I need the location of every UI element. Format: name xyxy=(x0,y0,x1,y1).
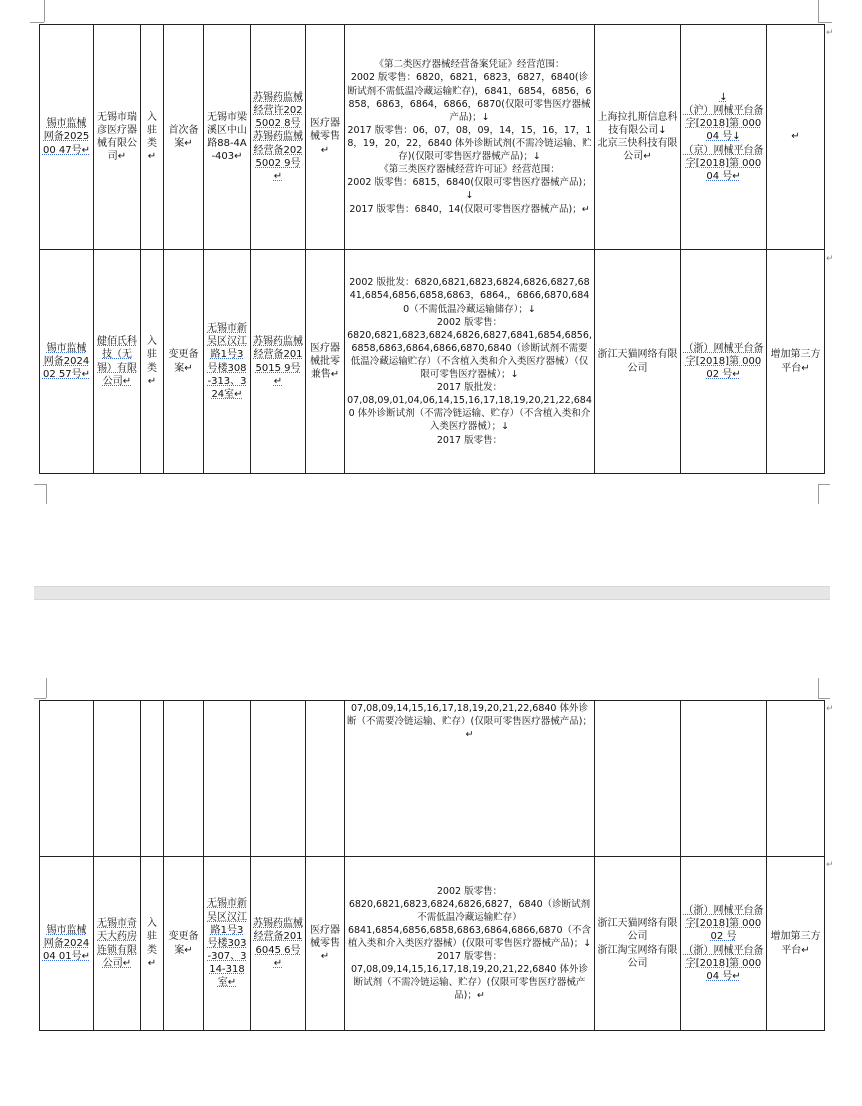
paragraph-mark: ↵ xyxy=(826,860,834,870)
type-cell xyxy=(141,701,164,857)
crop-mark xyxy=(44,0,45,22)
company-cell: 无锡市瑞彦医疗器械有限公司↵ xyxy=(94,25,141,250)
change-type-cell: 首次备案↵ xyxy=(164,25,204,250)
platform-record-cell xyxy=(681,701,767,857)
registration-table-continued xyxy=(39,700,825,1031)
crop-mark xyxy=(30,22,44,23)
crop-mark xyxy=(34,698,46,699)
type-cell: 入驻类↵ xyxy=(141,250,164,474)
paragraph-mark: ↵ xyxy=(826,28,834,38)
registration-table xyxy=(39,24,825,474)
paragraph-mark: ↵ xyxy=(826,254,834,264)
scope-cell: 2002 版批发：6820,6821,6823,6824,6826,6827,6841,6854,6856,6858,6863，6864,，6866,6870,6840（不需低温冷藏运输储存）；↓ 2002 版零售： 6820,6821,6823,6824,6826,6827,6841,6854,6856,6858,6863,6864,6866,6870,6840（诊断试剂不需要低温冷藏运输贮存）（不含植入类和介入类医疗器械）（仅限可零售医疗器械）；↓ 2017 版批发： 07,08,09,01,04,06,14,15,16,17,18,19,20,21,22,6840 体外诊断试剂（不需冷链运输、贮存）（不含植入类和介入类医疗器械）；↓ 2017 版零售： xyxy=(345,250,595,474)
platform-record-cell: （浙）网械平台备字[2018]第 00002 号 （浙）网械平台备字[2018]第 00004 号↵ xyxy=(681,857,767,1031)
crop-mark xyxy=(818,0,819,22)
address-cell xyxy=(204,701,251,857)
crop-mark xyxy=(818,678,819,698)
address-cell: 无锡市新吴区汉江路1号3号楼308-313、324室↵ xyxy=(204,250,251,474)
crop-mark xyxy=(818,22,832,23)
table-row xyxy=(40,857,825,1031)
record-number-cell xyxy=(40,701,94,857)
crop-mark xyxy=(34,484,46,485)
scope-cell: 2002 版零售： 6820,6821,6823,6824,6826,6827，6840（诊断试剂不需低温冷藏运输贮存） 6841,6854,6856,6858,6863,6864,6866,6870（不含植入类和介入类医疗器械）(仅限可零售医疗器械产品)；↓ 2017 版零售： 07,08,09,14,15,16,17,18,19,20,21,22,6840 体外诊断试剂（不需冷链运输、贮存）(仅限可零售医疗器械产品)；↵ xyxy=(345,857,595,1031)
license-cell: 苏锡药监械经营备2016045 6号↵ xyxy=(251,857,306,1031)
address-cell: 无锡市梁溪区中山路88-4A-403↵ xyxy=(204,25,251,250)
category-cell: 医疗器械零售↵ xyxy=(306,857,345,1031)
platform-company-cell: 浙江天猫网络有限公司 浙江淘宝网络有限公司 xyxy=(595,857,681,1031)
platform-company-cell: 浙江天猫网络有限公司 xyxy=(595,250,681,474)
scope-cell: 07,08,09,14,15,16,17,18,19,20,21,22,6840 体外诊断（不需要冷链运输、贮存）(仅限可零售医疗器械产品)；↵ xyxy=(345,701,595,857)
category-cell: 医疗器械零售↵ xyxy=(306,25,345,250)
category-cell xyxy=(306,701,345,857)
record-number-cell: 锡市监械网备202404 01号↵ xyxy=(40,857,94,1031)
license-cell: 苏锡药监械经营备2015015 9号↵ xyxy=(251,250,306,474)
note-cell: ↵ xyxy=(767,25,825,250)
platform-company-cell: 上海拉扎斯信息科技有限公司↓ 北京三快科技有限公司↵ xyxy=(595,25,681,250)
change-type-cell: 变更备案↵ xyxy=(164,250,204,474)
paragraph-mark: ↵ xyxy=(826,704,834,714)
platform-record-cell: ↓ （沪）网械平台备字[2018]第 00004 号↓ （京）网械平台备字[2018]第 00004 号↵ xyxy=(681,25,767,250)
change-type-cell xyxy=(164,701,204,857)
table-row xyxy=(40,701,825,857)
company-cell: 健佰氏科技（无锡）有限公司↵ xyxy=(94,250,141,474)
note-cell: 增加第三方平台↵ xyxy=(767,857,825,1031)
platform-company-cell xyxy=(595,701,681,857)
page-gap xyxy=(34,586,830,600)
license-cell: 苏锡药监械经营许2025002 8号苏锡药监械经营备2025002 9号↵ xyxy=(251,25,306,250)
type-cell: 入驻类↵ xyxy=(141,25,164,250)
table-row xyxy=(40,25,825,250)
record-number-cell: 锡市监械网备202402 57号↵ xyxy=(40,250,94,474)
change-type-cell: 变更备案↵ xyxy=(164,857,204,1031)
company-cell xyxy=(94,701,141,857)
scope-cell: 《第二类医疗器械经营备案凭证》经营范围： 2002 版零售：6820，6821，6823，6827，6840(诊断试剂不需低温冷藏运输贮存)，6841，6854，6856，6858，6863，6864，6866，6870(仅限可零售医疗器械产品)；↓ 2017 版零售：06，07，08，09，14，15，16，17，18，19，20，22，6840 体外诊断试剂(不需冷链运输、贮存)(仅限可零售医疗器械产品)；↓ 《第三类医疗器械经营许可证》经营范围： 2002 版零售：6815，6840(仅限可零售医疗器械产品)；↓ 2017 版零售：6840，14(仅限可零售医疗器械产品)；↵ xyxy=(345,25,595,250)
type-cell: 入驻类↵ xyxy=(141,857,164,1031)
platform-record-cell: （浙）网械平台备字[2018]第 00002 号↵ xyxy=(681,250,767,474)
license-cell xyxy=(251,701,306,857)
table-row xyxy=(40,250,825,474)
address-cell: 无锡市新吴区汉江路1号3号楼303-307、314-318室↵ xyxy=(204,857,251,1031)
note-cell xyxy=(767,701,825,857)
note-cell: 增加第三方平台↵ xyxy=(767,250,825,474)
category-cell: 医疗器械批零兼售↵ xyxy=(306,250,345,474)
crop-mark xyxy=(818,698,830,699)
crop-mark xyxy=(46,484,47,504)
record-number-cell: 锡市监械网备202500 47号↵ xyxy=(40,25,94,250)
crop-mark xyxy=(46,678,47,698)
company-cell: 无锡市奇天大药房连锁有限公司↵ xyxy=(94,857,141,1031)
crop-mark xyxy=(818,484,830,485)
crop-mark xyxy=(818,484,819,504)
